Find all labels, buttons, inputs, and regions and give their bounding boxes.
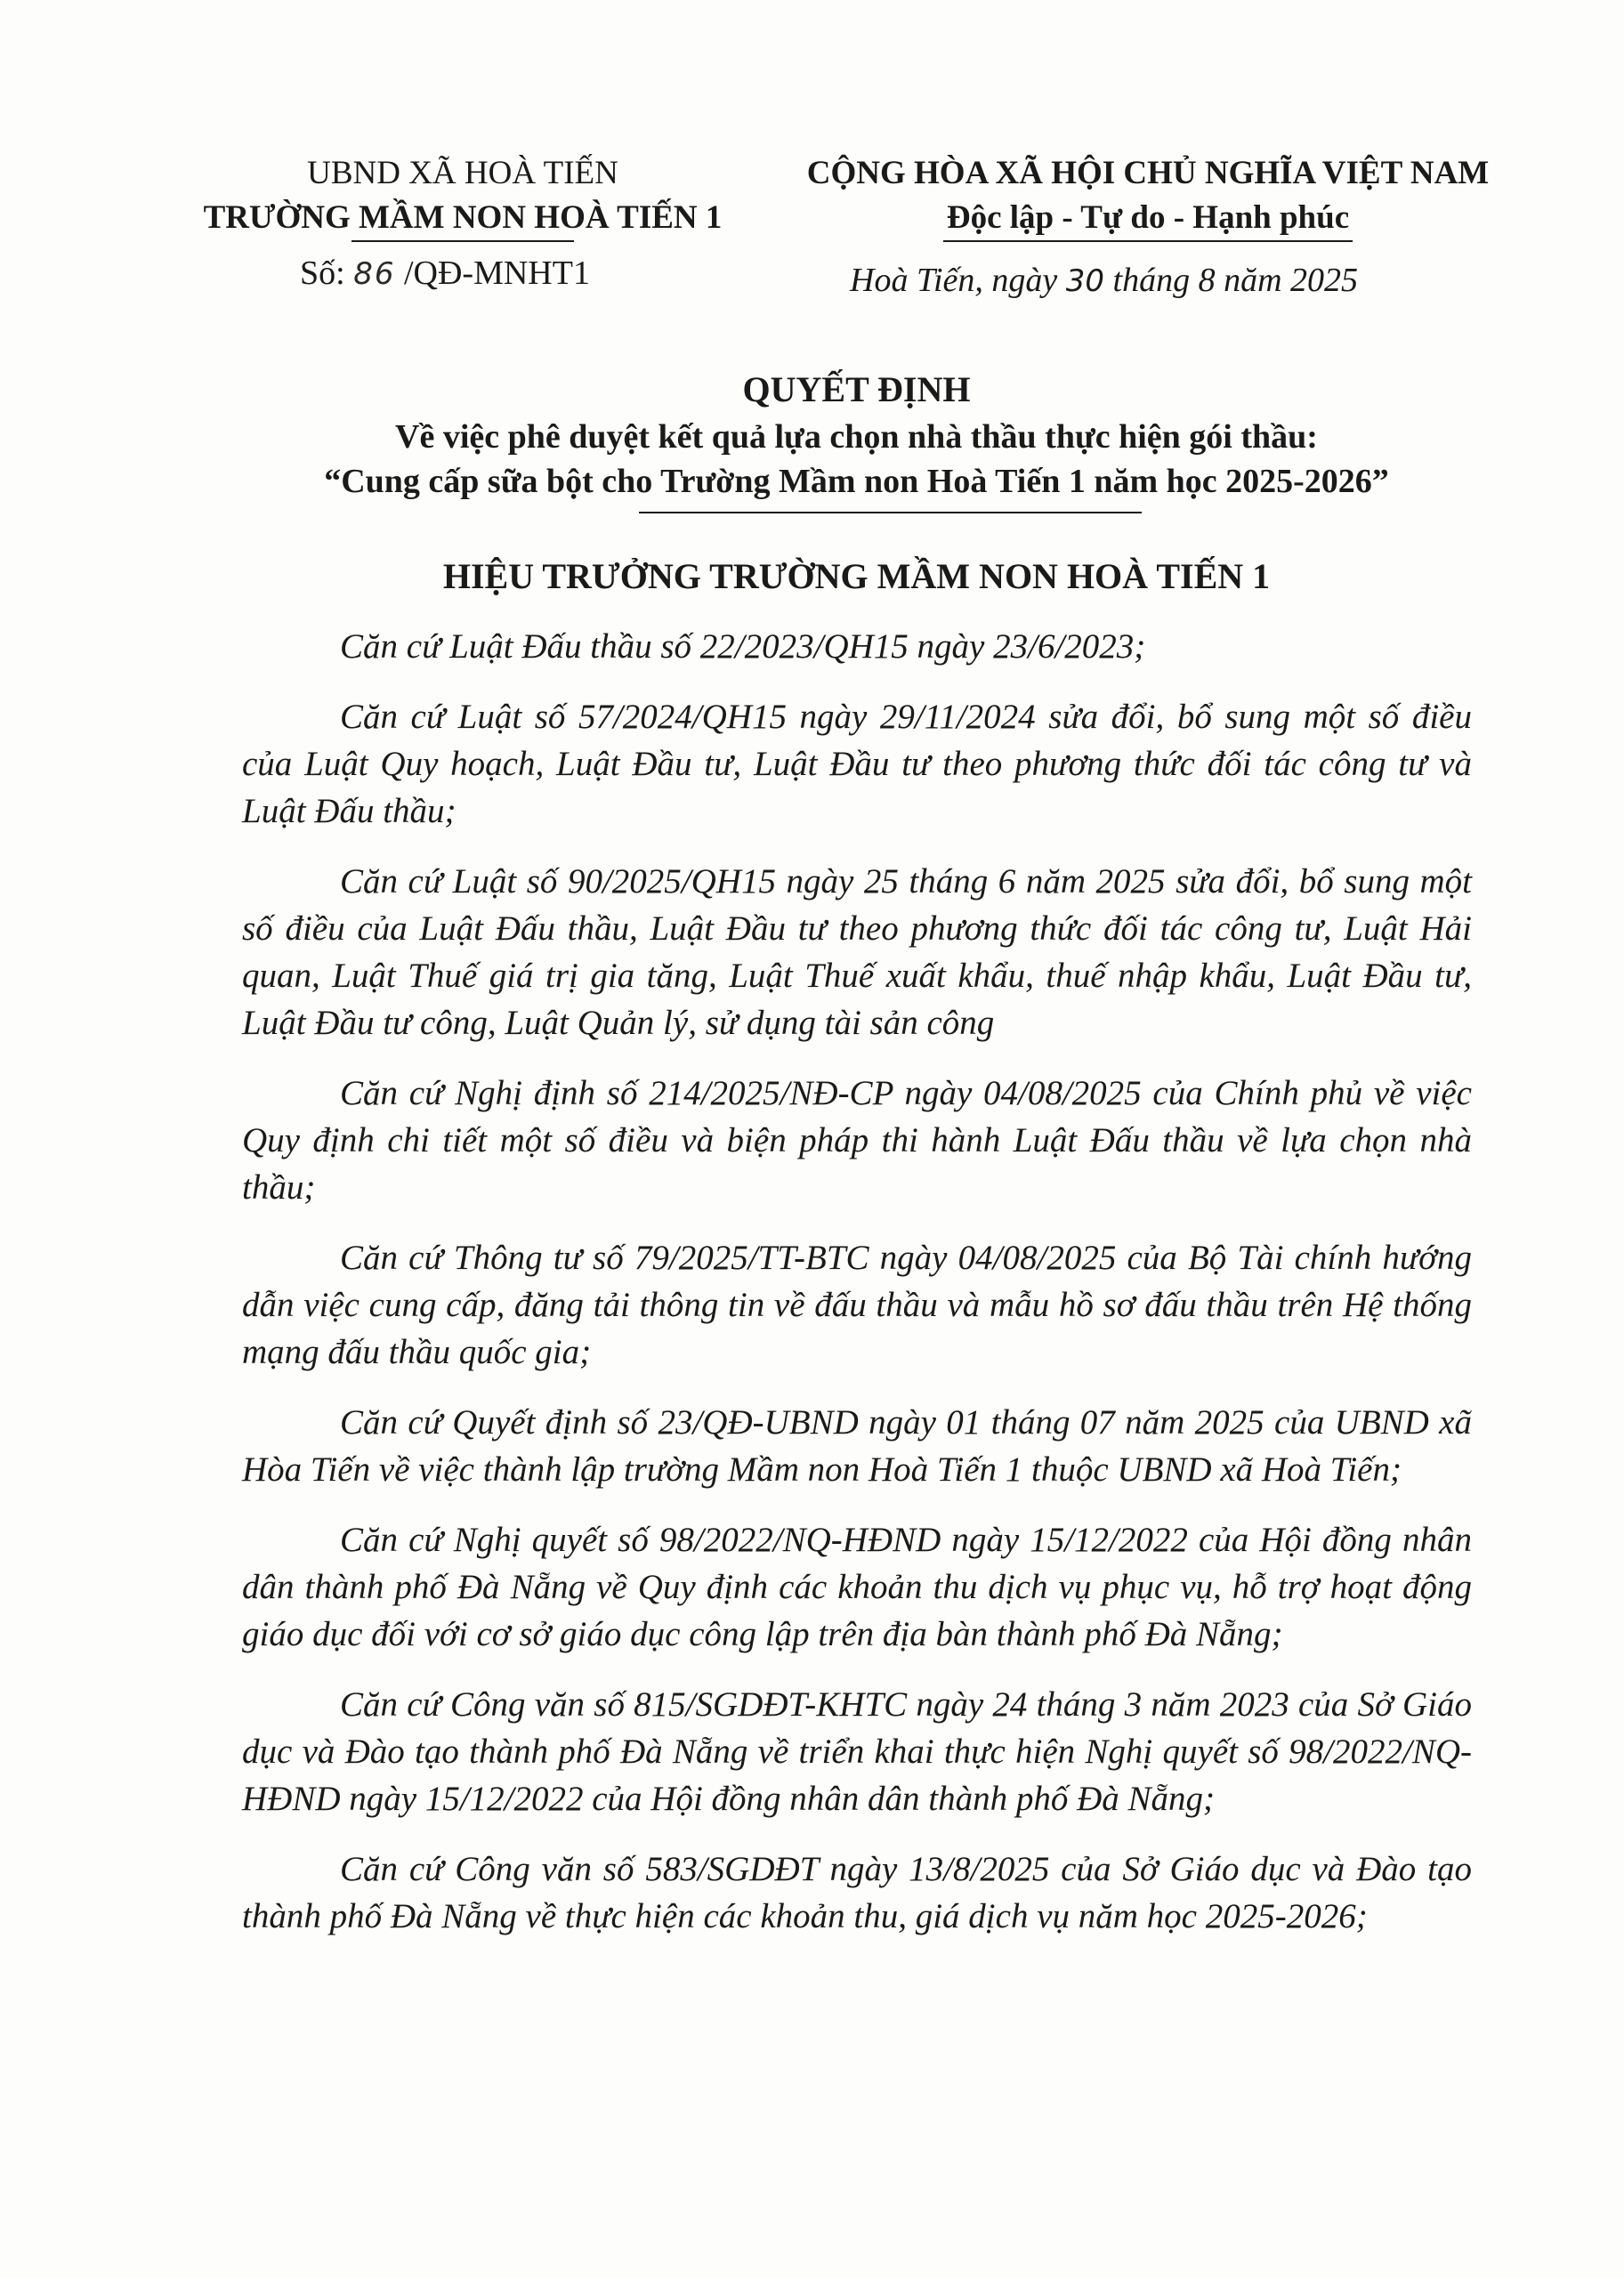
decision-title: QUYẾT ĐỊNH bbox=[742, 369, 971, 409]
legal-basis-paragraph: Căn cứ Quyết định số 23/QĐ-UBND ngày 01 tháng 07 năm 2025 của UBND xã Hòa Tiến về việc thành lập trường Mầm non Hoà Tiến 1 thuộc UBND xã Hoà Tiến; bbox=[242, 1403, 1472, 1489]
country-name: CỘNG HÒA XÃ HỘI CHỦ NGHĨA VIỆT NAM bbox=[806, 155, 1490, 191]
legal-basis-paragraph: Căn cứ Luật số 57/2024/QH15 ngày 29/11/2024 sửa đổi, bổ sung một số điều của Luật Quy hoạch, Luật Đầu tư, Luật Đầu tư theo phương thức đối tác công tư và Luật Đấu thầu; bbox=[242, 698, 1472, 830]
legal-basis-paragraph: Căn cứ Nghị định số 214/2025/NĐ-CP ngày 04/08/2025 của Chính phủ về việc Quy định chi tiết một số điều và biện pháp thi hành Luật Đấu thầu về lựa chọn nhà thầu; bbox=[242, 1074, 1472, 1207]
org-underline bbox=[351, 240, 574, 242]
date-suffix: tháng 8 năm 2025 bbox=[1112, 262, 1359, 299]
legal-basis-paragraph: Căn cứ Công văn số 583/SGDĐT ngày 13/8/2025 của Sở Giáo dục và Đào tạo thành phố Đà Nẵng về thực hiện các khoản thu, giá dịch vụ năm học 2025-2026; bbox=[242, 1850, 1472, 1935]
date-prefix: Hoà Tiến, ngày bbox=[850, 262, 1058, 299]
legal-basis-paragraph: Căn cứ Luật số 90/2025/QH15 ngày 25 tháng 6 năm 2025 sửa đổi, bổ sung một số điều của Luật Đấu thầu, Luật Đầu tư theo phương thức đối tác công tư, Luật Hải quan, Luật Thuế giá trị gia tăng, Luật Thuế xuất khẩu, thuế nhập khẩu, Luật Đầu tư, Luật Đầu tư công, Luật Quản lý, sử dụng tài sản công bbox=[242, 862, 1472, 1042]
doc-number-suffix: /QĐ-MNHT1 bbox=[403, 254, 590, 292]
decision-subject-line1: Về việc phê duyệt kết quả lựa chọn nhà thầu thực hiện gói thầu: bbox=[395, 418, 1318, 456]
place-date bbox=[850, 258, 1358, 303]
issuing-organization bbox=[191, 151, 734, 240]
motto-underline bbox=[943, 240, 1353, 242]
national-heading bbox=[792, 151, 1504, 240]
legal-basis-paragraph: Căn cứ Thông tư số 79/2025/TT-BTC ngày 04/08/2025 của Bộ Tài chính hướng dẫn việc cung cấp, đăng tải thông tin về đấu thầu và mẫu hồ sơ đấu thầu trên Hệ thống mạng đấu thầu quốc gia; bbox=[242, 1239, 1472, 1371]
decision-subject-line2: “Cung cấp sữa bột cho Trường Mầm non Hoà Tiến 1 năm học 2025-2026” bbox=[324, 463, 1389, 500]
date-day-handwritten: 30 bbox=[1065, 263, 1105, 299]
document-number bbox=[300, 251, 590, 296]
legal-basis-section bbox=[242, 623, 1472, 1963]
org-name: TRƯỜNG MẦM NON HOÀ TIẾN 1 bbox=[203, 199, 723, 236]
legal-basis-paragraph: Căn cứ Luật Đấu thầu số 22/2023/QH15 ngày 23/6/2023; bbox=[340, 627, 1146, 666]
issuing-authority: HIỆU TRƯỞNG TRƯỜNG MẦM NON HOÀ TIẾN 1 bbox=[442, 556, 1271, 596]
title-underline bbox=[639, 512, 1142, 513]
doc-number-handwritten: 86 bbox=[353, 256, 396, 292]
national-motto: Độc lập - Tự do - Hạnh phúc bbox=[946, 199, 1350, 236]
legal-basis-paragraph: Căn cứ Công văn số 815/SGDĐT-KHTC ngày 24 tháng 3 năm 2023 của Sở Giáo dục và Đào tạo thành phố Đà Nẵng về triển khai thực hiện Nghị quyết số 98/2022/NQ-HĐND ngày 15/12/2022 của Hội đồng nhân dân thành phố Đà Nẵng; bbox=[242, 1685, 1472, 1818]
decision-title-block bbox=[178, 365, 1535, 504]
org-parent-name: UBND XÃ HOÀ TIẾN bbox=[307, 155, 618, 191]
legal-basis-paragraph: Căn cứ Nghị quyết số 98/2022/NQ-HĐND ngày 15/12/2022 của Hội đồng nhân dân thành phố Đà Nẵng về Quy định các khoản thu dịch vụ phục vụ, hỗ trợ hoạt động giáo dục đối với cơ sở giáo dục công lập trên địa bàn thành phố Đà Nẵng; bbox=[242, 1521, 1472, 1653]
doc-number-prefix: Số: bbox=[300, 254, 345, 292]
